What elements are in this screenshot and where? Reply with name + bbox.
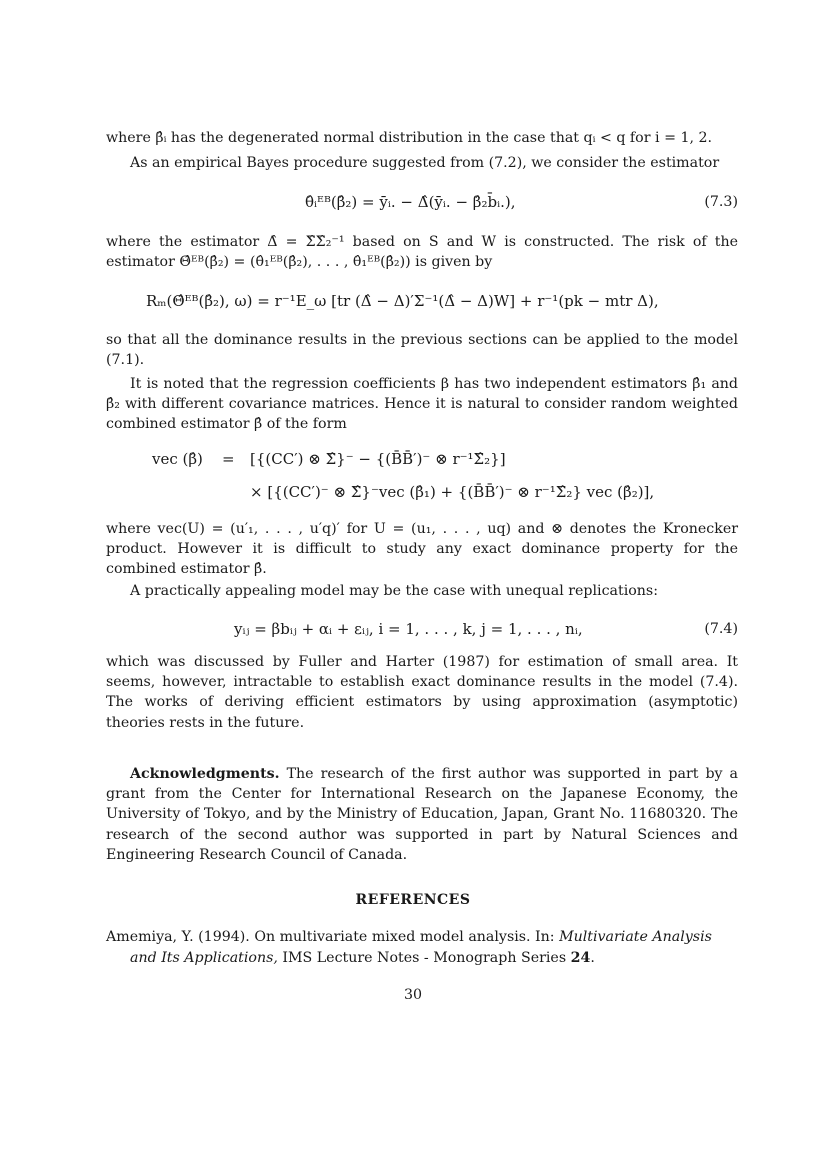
equation-7-3: θ̂ᵢᴱᴮ(β̂₂) = ȳᵢ. − Δ̂(ȳᵢ. − β̂₂b̄ᵢ.), xyxy=(305,193,516,211)
paragraph-degenerated: where β̂ᵢ has the degenerated normal distribution in the case that qᵢ < q for i = 1, 2. xyxy=(106,130,713,146)
equation-vec-equals: = xyxy=(222,450,235,468)
paragraph-unequal-replications: A practically appealing model may be the case with unequal replications: xyxy=(130,583,658,599)
reference-series: IMS Lecture Notes - Monograph Series xyxy=(277,949,571,966)
paragraph-fuller-harter: which was discussed by Fuller and Harter (1987) for estimation of small area. It seems, however, intractable to establish exact dominance results in the model (7.4). The works of deriving efficient estimators by using approximation (asymptotic) theories rests in the future. xyxy=(106,654,738,731)
reference-title: Multivariate Analysis and Its Applications, xyxy=(130,929,712,966)
reference-amemiya xyxy=(106,927,738,968)
equation-number-7-3: (7.3) xyxy=(704,194,738,210)
acknowledgments-title: Acknowledgments. xyxy=(130,766,280,782)
page-number: 30 xyxy=(403,987,423,1003)
reference-volume: 24 xyxy=(570,949,591,966)
paragraph-dominance-results: so that all the dominance results in the previous sections can be applied to the model (7.1). xyxy=(106,332,738,369)
reference-prefix: Amemiya, Y. (1994). On multivariate mixed model analysis. In: xyxy=(106,929,560,945)
acknowledgments-body: The research of the first author was supported in part by a grant from the Center for International Research on the Japanese Economy, the University of Tokyo, and by the Ministry of Education, Japan, Grant No. 11680320. The research of the second author was supported in part by Natural Sciences and Engineering Research Council of Canada. xyxy=(106,766,738,863)
paragraph-empirical-bayes: As an empirical Bayes procedure suggested from (7.2), we consider the estimator xyxy=(130,155,720,171)
equation-vec-row-2: × [{(CC′)⁻ ⊗ Σ̂}⁻vec (β̂₁) + {(B̄B̄′)⁻ ⊗ r⁻¹Σ̂₂} vec (β̂₂)], xyxy=(250,483,655,501)
equation-risk: Rₘ(Θ̂ᴱᴮ(β̂₂), ω) = r⁻¹E_ω [tr (Δ̂ − Δ)′Σ⁻¹(Δ̂ − Δ)W] + r⁻¹(pk − mtr Δ), xyxy=(146,292,659,310)
references-heading: REFERENCES xyxy=(355,892,471,908)
equation-vec-row-1: [{(CC′) ⊗ Σ̂}⁻ − {(B̄B̄′)⁻ ⊗ r⁻¹Σ̂₂}] xyxy=(250,450,506,468)
equation-7-4: yᵢⱼ = βbᵢⱼ + αᵢ + εᵢⱼ, i = 1, . . . , k, j = 1, . . . , nᵢ, xyxy=(234,620,583,638)
paragraph-estimator-risk: where the estimator Δ̂ = Σ̂Σ̂₂⁻¹ based on S and W is constructed. The risk of the estimator Θ̂ᴱᴮ(β̂₂) = (θ̂₁ᴱᴮ(β̂₂), . . . , θ̂₁ᴱᴮ(β̂₂)) is given by xyxy=(106,234,738,271)
paragraph-kronecker: where vec(U) = (u′₁, . . . , u′q)′ for U = (u₁, . . . , uq) and ⊗ denotes the Kronecker product. However it is difficult to study any exact dominance property for the combined estimator β̂. xyxy=(106,521,738,578)
equation-vec-lhs: vec (β̂) xyxy=(152,450,203,468)
acknowledgments-section xyxy=(106,764,738,865)
paragraph-regression-coefficients: It is noted that the regression coefficients β has two independent estimators β̂₁ and β̂₂ with different covariance matrices. Hence it is natural to consider random weighted combined estimator β̂ of the form xyxy=(106,376,738,433)
equation-number-7-4: (7.4) xyxy=(704,621,738,637)
reference-end: . xyxy=(590,949,595,966)
